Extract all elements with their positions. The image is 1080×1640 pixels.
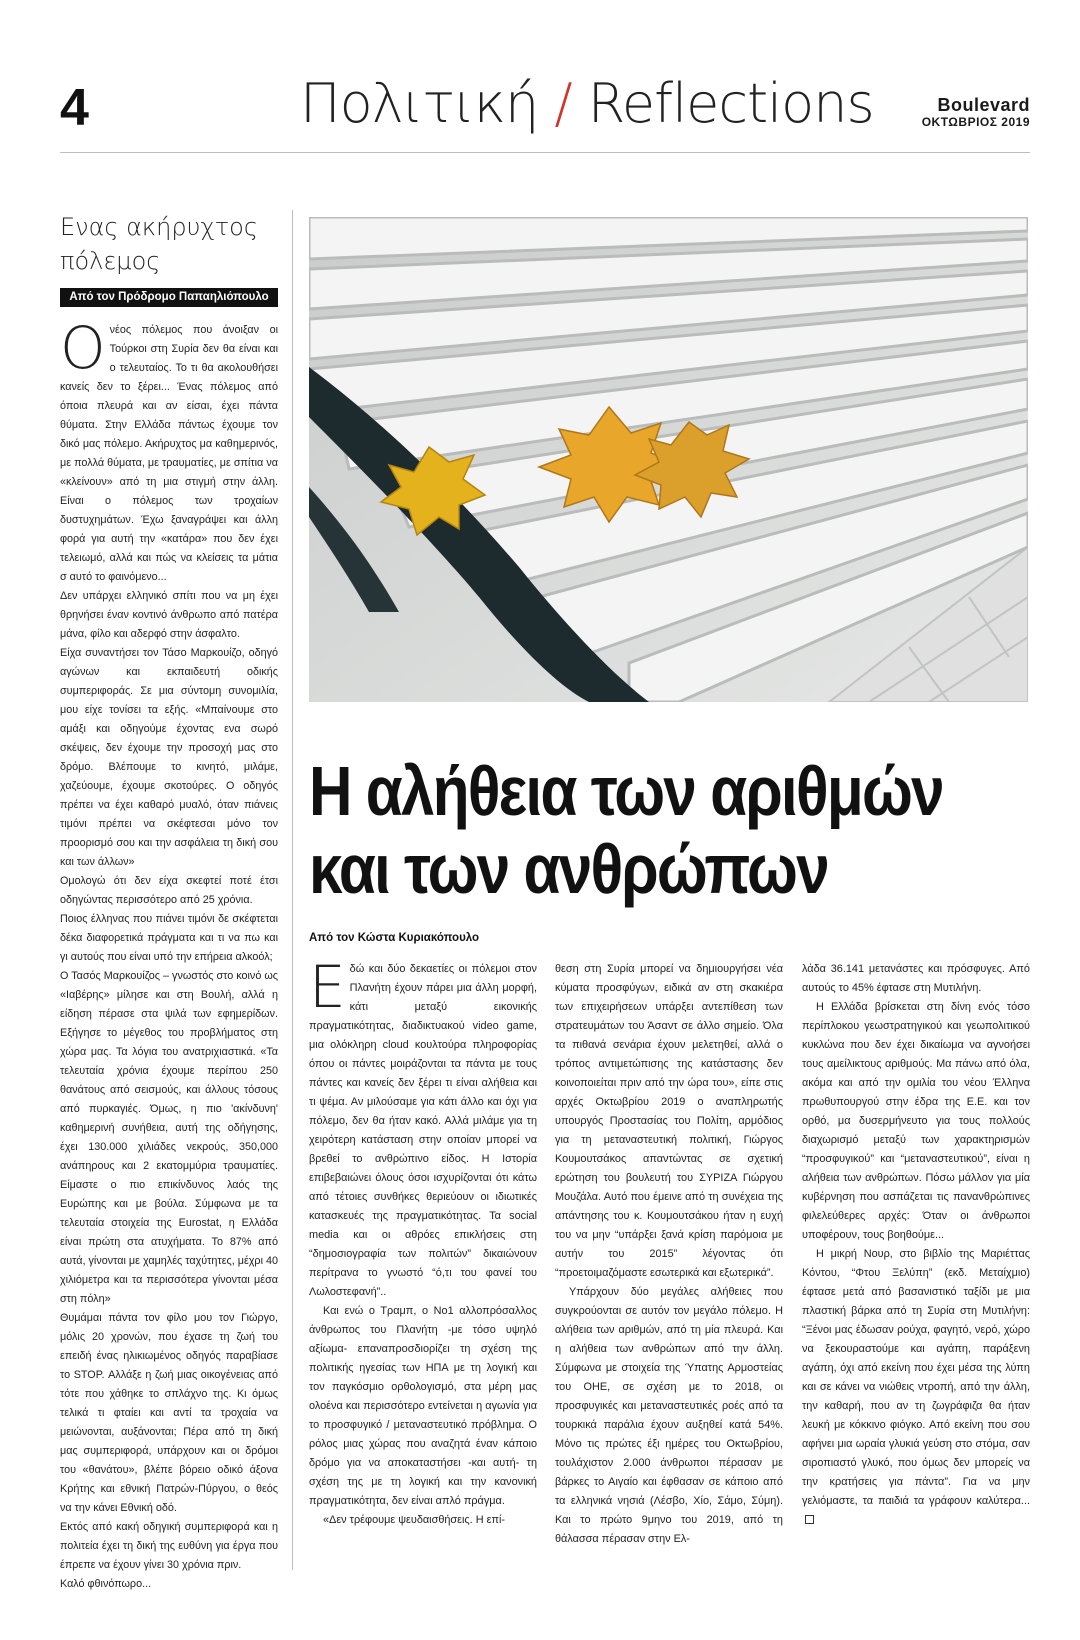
article-paragraph: θεση στη Συρία μπορεί να δημιουργήσει νέα κύματα προσφύγων, ειδικά αν στη σκακιέρα των επιχειρήσεων υπάρξει αντεπίθεση των στρατευμάτων του Άσαντ σε άλλο σημείο. Όλα τα πιθανά σενάρια έχουν μελετηθεί, αλλά ο τρόπος αντιμετώπισης της κατάστασης δεν κοινοποιείται πριν από την ώρα του», είπε στις αρχές Οκτωβρίου 2019 ο αναπληρωτής υπουργός Προστασίας του Πολίτη, αρμόδιος για τη μεταναστευτική πολιτική, Γιώργος Κουμουτσάκος απαντώντας σε σχετική ερώτηση του βουλευτή του ΣΥΡΙΖΑ Γιώργου Μουζάλα. Αυτό που έμεινε από τη συνέχεια της απάντησης του κ. Κουμουτσάκου ήταν η ευχή του να μην “υπάρξει ξανά κρίση παρόμοια με αυτήν του 2015” λέγοντας ότι “προετοιμαζόμαστε εσωτερικά και εξωτερικά”. (555, 963, 783, 1279)
side-title-line2: πόλεμος (60, 247, 161, 275)
article-paragraph: Και ενώ ο Τραμπ, ο Νο1 αλλοπρόσαλλος άνθρωπος του Πλανήτη -με τόσο υψηλό αξίωμα- επαναπροσδιορίζει τη σχέση της πολιτικής ηγεσίας των ΗΠΑ με τη λογική και τον παγκόσμιο ορθολογισμό, στα μέρη μας ολοένα και περισσότερο εντείνεται η αγωνία για το προσφυγικό / μεταναστευτικό πρόβλημα. Ο ρόλος μιας χώρας που αναζητά έναν κάποιο δρόμο για να αποκαταστήσει -και αυτή- τη σχέση της με τη λογική και την κανονική πραγματικότητα, δεν είναι απλό πράγμα. (309, 1305, 537, 1507)
side-paragraph: Ποιος έλληνας που πιάνει τιμόνι δε σκέφτεται δέκα διαφορετικά πράγματα και τι να πω και γι αυτούς που είναι υπό την επήρεια αλκοόλ; (60, 913, 278, 963)
side-paragraph-text: νέος πόλεμος που άνοιξαν οι Τούρκοι στη Συρία δεν θα είναι και ο τελευταίος. Το τι θα ακολουθήσει κανείς δεν το ξέρει... Ένας πόλεμος από όποια πλευρά και αν είσαι, έχει πάντα θύματα. Στην Ελλάδα πάντως έχουμε τον δικό μας πόλεμο. Ακήρυχτος μα καθημερινός, με πολλά θύματα, με τραυματίες, με σπίτια να «κλείνουν» από τη μια στιγμή στην άλλη. Είναι ο πόλεμος των τροχαίων δυστυχημάτων. Έχω ξαναγράψει και άλλη φορά για αυτή την «κατάρα» που δεν έχει τελειωμό, αλλά και πώς να κλείσεις τα μάτια σ αυτό το φαινόμενο... (60, 324, 278, 583)
main-article-byline: Από τον Κώστα Κυριακόπουλο (309, 932, 480, 944)
section-title (300, 72, 874, 136)
side-article-body (60, 314, 278, 1594)
side-paragraph: Εκτός από κακή οδηγική συμπεριφορά και η πολιτεία έχει τη δική της ευθύνη για έργα που έπρεπε να έχουν γίνει 30 χρόνια πριν. (60, 1521, 278, 1571)
article-paragraph (802, 1245, 1030, 1530)
issue-date: ΟΚΤΩΒΡΙΟΣ 2019 (921, 115, 1030, 129)
article-paragraph: λάδα 36.141 μετανάστες και πρόσφυγες. Από αυτούς το 45% έφτασε στη Μυτιλήνη. (802, 963, 1030, 994)
side-paragraph: Καλό φθινόπωρο... (60, 1578, 152, 1590)
side-dropcap: Ο (60, 314, 106, 382)
article-paragraph: Η Ελλάδα βρίσκεται στη δίνη ενός τόσο περίπλοκου γεωστρατηγικού και γεωπολιτικού κυκλώνα που δεν έχει δικαίωμα να αγνοήσει τους αμείλικτους αριθμούς. Μα πάνω από όλα, ακόμα και από την ομιλία του νέου Έλληνα πρωθυπουργού στην έδρα της Ε.Ε. και τον ορθό, μα δυσερμήνευτο για τους πολλούς διαχωρισμό μεταξύ των χαρακτηρισμών “προσφυγικού” και “μεταναστευτικού”, είναι η αλήθεια των ανθρώπων. Πόσω μάλλον για μία κυβέρνηση που ασπάζεται τις πανανθρώπινες φιλελεύθερες αρχές: Όταν οι άνθρωποι υποφέρουν, τους βοηθούμε... (802, 1001, 1030, 1241)
article-paragraph (309, 953, 537, 1302)
column-divider (292, 210, 293, 1570)
masthead (922, 95, 1030, 129)
side-article (60, 210, 278, 1594)
page-number: 4 (60, 79, 89, 137)
autumn-leaves-bench-photo (309, 217, 1028, 702)
section-title-right: Reflections (587, 72, 874, 135)
article-column-2 (555, 960, 783, 1549)
side-article-title (60, 210, 278, 278)
article-paragraph: Υπάρχουν δύο μεγάλες αλήθειες που συγκρούονται σε αυτόν τον μεγάλο πόλεμο. Η αλήθεια των αριθμών, από τη μία πλευρά. Και η αλήθεια των ανθρώπων από την άλλη. Σύμφωνα με στοιχεία της Ύπατης Αρμοστείας του ΟΗΕ, σε σχέση με το 2018, οι προσφυγικές και μεταναστευτικές ροές από τα τουρκικά παράλια έχουν αυξηθεί κατά 54%. Μόνο τις πρώτες έξι ημέρες του Οκτωβρίου, τουλάχιστον 2.000 άνθρωποι πέρασαν με βάρκες το Αιγαίο και έφθασαν σε κάποιο από τα ελληνικά νησιά (Λέσβο, Χίο, Σάμο, Σύμη). Και το πρώτο 9μηνο του 2019, από τη θάλασσα πέρασαν στην Ελ- (555, 1286, 783, 1545)
article-paragraph-text: δώ και δύο δεκαετίες οι πόλεμοι στον Πλανήτη έχουν πάρει μια άλλη μορφή, κάτι μεταξύ εικονικής πραγματικότητας, διαδικτυακού video game, μια ολόκληρη cloud κουλτούρα πληροφορίας όπου οι πάντες μοιράζονται τα πάντα με τους πάντες και κανείς δεν ξέρει τι είναι αλήθεια και τι ψέμα. Αν μιλούσαμε για κάτι άλλο και όχι για πόλεμο, δεν θα ήταν κακό. Αλλά μιλάμε για τη χειρότερη κατάσταση στην οποίαν μπορεί να βρεθεί το ανθρώπινο είδος. Η Ιστορία επιβεβαιώνει όλους όσοι ισχυρίζονται ότι κάτω από τέτοιες συνθήκες θεριεύουν οι ιδιωτικές κατασκευές της πραγματικότητας. Τα social media και οι αθρόες επικλήσεις στη “δημοσιογραφία των πολιτών” δικαιώνουν περίτρανα το γνωστό “ό,τι του φανεί του Λωλοστεφανή”.. (309, 963, 537, 1298)
side-paragraph: Ομολογώ ότι δεν είχα σκεφτεί ποτέ έτσι οδηγώντας περισσότερο από 25 χρόνια. (60, 875, 278, 906)
article-column-3 (802, 960, 1030, 1530)
end-of-article-icon (805, 1515, 814, 1524)
side-article-byline: Από τον Πρόδρομο Παπαηλιόπουλο (60, 288, 278, 307)
section-title-left: Πολιτική (300, 72, 539, 135)
bench-photo-graphic (309, 217, 1028, 702)
side-title-line1: Ενας ακήρυχτος (60, 213, 258, 241)
section-title-slash: / (554, 72, 572, 135)
header-rule (60, 152, 1030, 153)
side-paragraph: Είχα συναντήσει τον Τάσο Μαρκουίζο, οδηγό αγώνων και εκπαιδευτή οδικής συμπεριφοράς. Σε μια σύντομη συνομιλία, μου είχε τονίσει τα εξής. «Μπαίνουμε στο αμάξι και οδηγούμε έχοντας ενα σωρό σκέψεις, δεν έχουμε την προσοχή μας στο δρόμο. Βλέπουμε το κινητό, μιλάμε, χαζεύουμε, έχουμε σκοτούρες. Ο οδηγός πρέπει να έχει καθαρό μυαλό, όταν πιάνεις τιμόνι πρέπει να σκέφτεσαι μόνο τον προορισμό σου και την ασφάλεια τη δική σου και των άλλων» (60, 647, 278, 868)
side-paragraph (60, 314, 278, 587)
headline-line1: Η αλήθεια των αριθμών (309, 752, 943, 830)
side-paragraph: Δεν υπάρχει ελληνικό σπίτι που να μη έχει θρηνήσει έναν κοντινό άνθρωπο από πατέρα μάνα, φίλο και αδερφό στην άσφαλτο. (60, 590, 278, 640)
article-paragraph-text: Η μικρή Νουρ, στο βιβλίο της Μαριέττας Κόντου, “Φτου Ξελύπη” (εκδ. Μεταίχμιο) έφτασε μετά από βασανιστικό ταξίδι με μια πλαστική βάρκα από τη Συρία στη Μυτιλήνη: “Ξένοι μας έδωσαν ρούχα, φαγητό, νερό, χώρο να ξεκουραστούμε και αγάπη, παράξενη αγάπη, όχι από εκείνη που έχει μέσα της λύπη και σε κάνει να νιώθεις ντροπή, από την άλλη, την καθαρή, που αν τη ζωγράφιζα θα ήταν λευκή με κόκκινο φιόγκο. Από εκείνη που σου αφήνει μια ωραία γλυκιά γεύση στο στόμα, σαν σιροπιαστό γλυκό, που όμως δεν μπορείς να την κρατήσεις για πάντα”. Για να μην γελιόμαστε, τα παιδιά τα γράφουν καλύτερα... (802, 1248, 1030, 1507)
side-paragraph: Θυμάμαι πάντα τον φίλο μου τον Γιώργο, μόλις 20 χρονών, που έχασε τη ζωή του επειδή ένας ηλικιωμένος οδηγός παραβίασε το STOP. Αλλάξε η ζωή μιας οικογένειας από τότε που χάθηκε το σπλάχνο της. Κι όμως τελικά τι φταίει και αντί τα τροχαία να μειώνονται, αυξάνονται; Πέρα από τη δική μας συμπεριφορά, υπάρχουν και οι δρόμοι του «θανάτου», βλέπε βόρειο οδικό άξονα Κρήτης και εθνική Πατρών-Πύργου, ο θεός να την κάνει Εθνική οδό. (60, 1312, 278, 1514)
article-paragraph: «Δεν τρέφουμε ψευδαισθήσεις. Η επί- (323, 1514, 506, 1526)
side-paragraph: Ο Τασός Μαρκουίζος – γνωστός στο κοινό ως «Ιαβέρης» μίλησε και στη Βουλή, αλλά η είδηση πέρασε στα ψιλά των εφημερίδων. Εξήγησε το μέγεθος του προβλήματος στη χώρα μας. Τα λόγια του ανατριχιαστικά. «Τα τελευταία χρόνια έχουμε περίπου 250 θανάτους από σεισμούς, και άλλους τόσους από πυρκαγιές. Όμως, η πιο 'ακίνδυνη' καθημερινή συνήθεια, αυτή της οδήγησης, έχει 130.000 χιλιάδες νεκρούς, 350,000 ανάπηρους και 2 εκατομμύρια τραυματίες. Είμαστε ο πιο επικίνδυνος λαός της Ευρώπης και με βούλα. Σύμφωνα με τα τελευταία στοιχεία της Eurostat, η Ελλάδα είναι πρώτη στα ατυχήματα. Το 87% από αυτά, γίνονται με χαμηλές ταχύτητες, μέχρι 40 χιλιόμετρα και τα περισσότερα γίνονται μέσα στη πόλη» (60, 970, 278, 1305)
brand-name: Boulevard (937, 95, 1030, 115)
main-dropcap: Ε (309, 953, 346, 1021)
headline-line2: και των ανθρώπων (309, 830, 828, 908)
main-headline (309, 752, 943, 908)
article-column-1 (309, 953, 537, 1530)
